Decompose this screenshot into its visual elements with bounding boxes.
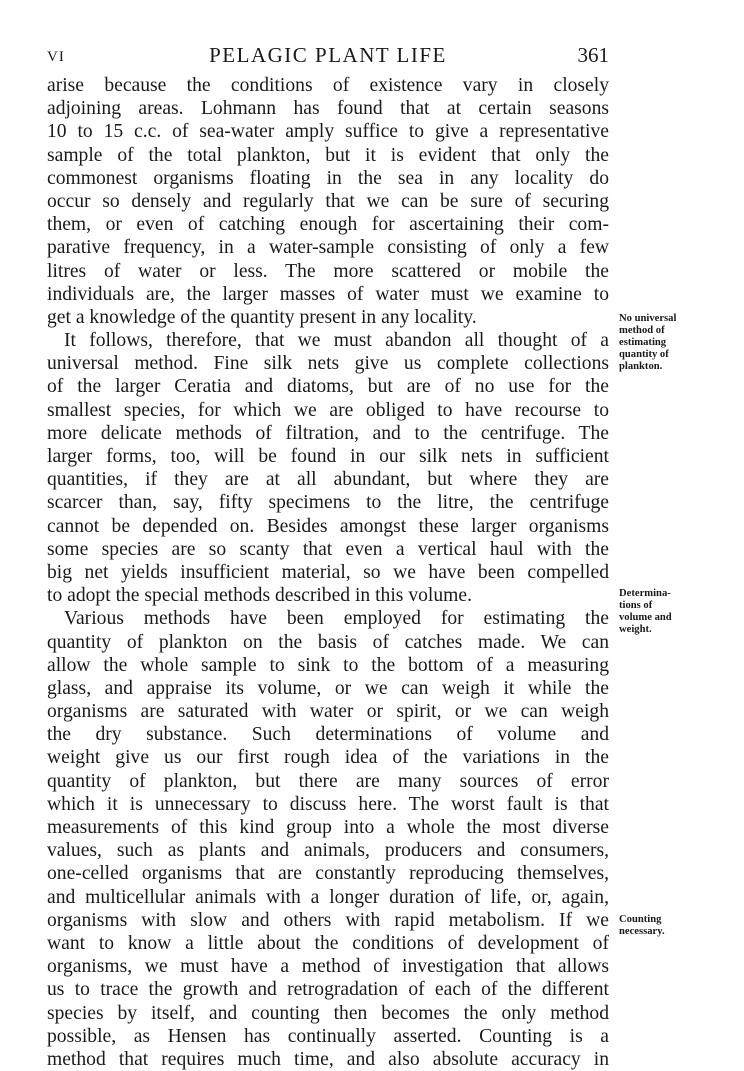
margin-note-line: Determina- (619, 588, 671, 599)
text-line: measurements of this kind group into a whole the most diverse (47, 817, 609, 838)
text-line: quantities, if they are at all abundant, but where they are (47, 469, 609, 491)
text-line: want to know a little about the conditions of development of (47, 932, 609, 954)
page-number: 361 (577, 43, 609, 67)
text-line: parative frequency, in a water-sample consisting of only a few (47, 237, 609, 259)
text-line: weight give us our first rough idea of the variations in the (47, 747, 609, 769)
text-line: possible, as Hensen has continually asserted. Counting is a (47, 1025, 609, 1047)
margin-note-line: tions of (619, 600, 653, 611)
margin-note-line: volume and (619, 612, 672, 623)
margin-note-line: weight. (619, 624, 652, 635)
text-line: allow the whole sample to sink to the bottom of a measuring (47, 654, 609, 676)
text-line: individuals are, the larger masses of water must we examine to (47, 283, 609, 305)
text-line: arise because the conditions of existence vary in closely (47, 75, 609, 96)
text-line: to adopt the special methods described in this volume. (47, 585, 472, 607)
text-line: which it is unnecessary to discuss here. The worst fault is that (47, 793, 609, 815)
text-line: sample of the total plankton, but it is evident that only the (47, 144, 609, 166)
text-line: Various methods have been employed for estimating the (64, 608, 609, 630)
text-line: litres of water or less. The more scattered or mobile the (47, 260, 609, 282)
margin-note-universal-method (619, 313, 739, 373)
margin-note-line: Counting (619, 914, 662, 925)
text-line: values, such as plants and animals, producers and consumers, (47, 840, 609, 862)
text-line: smallest species, for which we are obliged to have recourse to (47, 399, 609, 421)
text-line: quantity of plankton on the basis of catches made. We can (47, 631, 609, 653)
text-line: quantity of plankton, but there are many sources of error (47, 770, 609, 792)
text-line: the dry substance. Such determinations of volume and (47, 724, 609, 746)
margin-note-counting (619, 914, 739, 938)
body-text (47, 74, 609, 1071)
text-line: cannot be depended on. Besides amongst these larger organisms (47, 515, 609, 537)
text-line: organisms with slow and others with rapid metabolism. If we (47, 909, 609, 931)
text-line: organisms are saturated with water or spirit, or we can weigh (47, 701, 609, 723)
text-line: It follows, therefore, that we must abandon all thought of a (64, 330, 609, 352)
text-line: us to trace the growth and retrogradation of each of the different (47, 979, 609, 1001)
margin-note-line: quantity of (619, 349, 669, 360)
margin-note-line: method of (619, 325, 665, 336)
margin-note-line: estimating (619, 337, 667, 348)
text-line: occur so densely and regularly that we can be sure of securing (47, 190, 609, 212)
text-line: and multicellular animals with a longer duration of life, or, again, (47, 886, 609, 908)
text-line: larger forms, too, will be found in our silk nets in sufficient (47, 446, 609, 467)
margin-note-line: No universal (619, 313, 677, 324)
text-line: universal method. Fine silk nets give us complete collections (47, 353, 609, 375)
text-line: scarcer than, say, fifty specimens to the litre, the centrifuge (47, 492, 609, 514)
running-header (47, 42, 609, 68)
text-line: one-celled organisms that are constantly reproducing themselves, (47, 863, 609, 885)
chapter-number: VI (47, 49, 65, 65)
margin-note-line: plankton. (619, 361, 663, 372)
text-line: of the larger Ceratia and diatoms, but are of no use for the (47, 376, 609, 398)
text-line: organisms, we must have a method of investigation that allows (47, 956, 609, 978)
text-line: method that requires much time, and also absolute accuracy in (47, 1048, 609, 1070)
text-line: more delicate methods of filtration, and to the centrifuge. The (47, 422, 609, 444)
text-line: species by itself, and counting then becomes the only method (47, 1002, 609, 1024)
running-title: PELAGIC PLANT LIFE (209, 43, 447, 67)
margin-note-line: necessary. (619, 926, 665, 937)
text-line: 10 to 15 c.c. of sea-water amply suffice to give a representative (47, 121, 609, 143)
text-line: commonest organisms floating in the sea in any locality do (47, 167, 609, 189)
text-line: big net yields insufficient material, so we have been compelled (47, 561, 609, 583)
text-line: glass, and appraise its volume, or we can weigh it while the (47, 677, 609, 699)
paragraph (47, 329, 609, 607)
text-line: them, or even of catching enough for ascertaining their com- (47, 214, 609, 236)
paragraph (47, 607, 609, 1071)
text-line: get a knowledge of the quantity present in any locality. (47, 306, 477, 328)
text-line: some species are so scanty that even a vertical haul with the (47, 538, 609, 560)
margin-note-determinations (619, 588, 739, 636)
text-line: adjoining areas. Lohmann has found that at certain seasons (47, 98, 609, 120)
paragraph (47, 74, 609, 329)
